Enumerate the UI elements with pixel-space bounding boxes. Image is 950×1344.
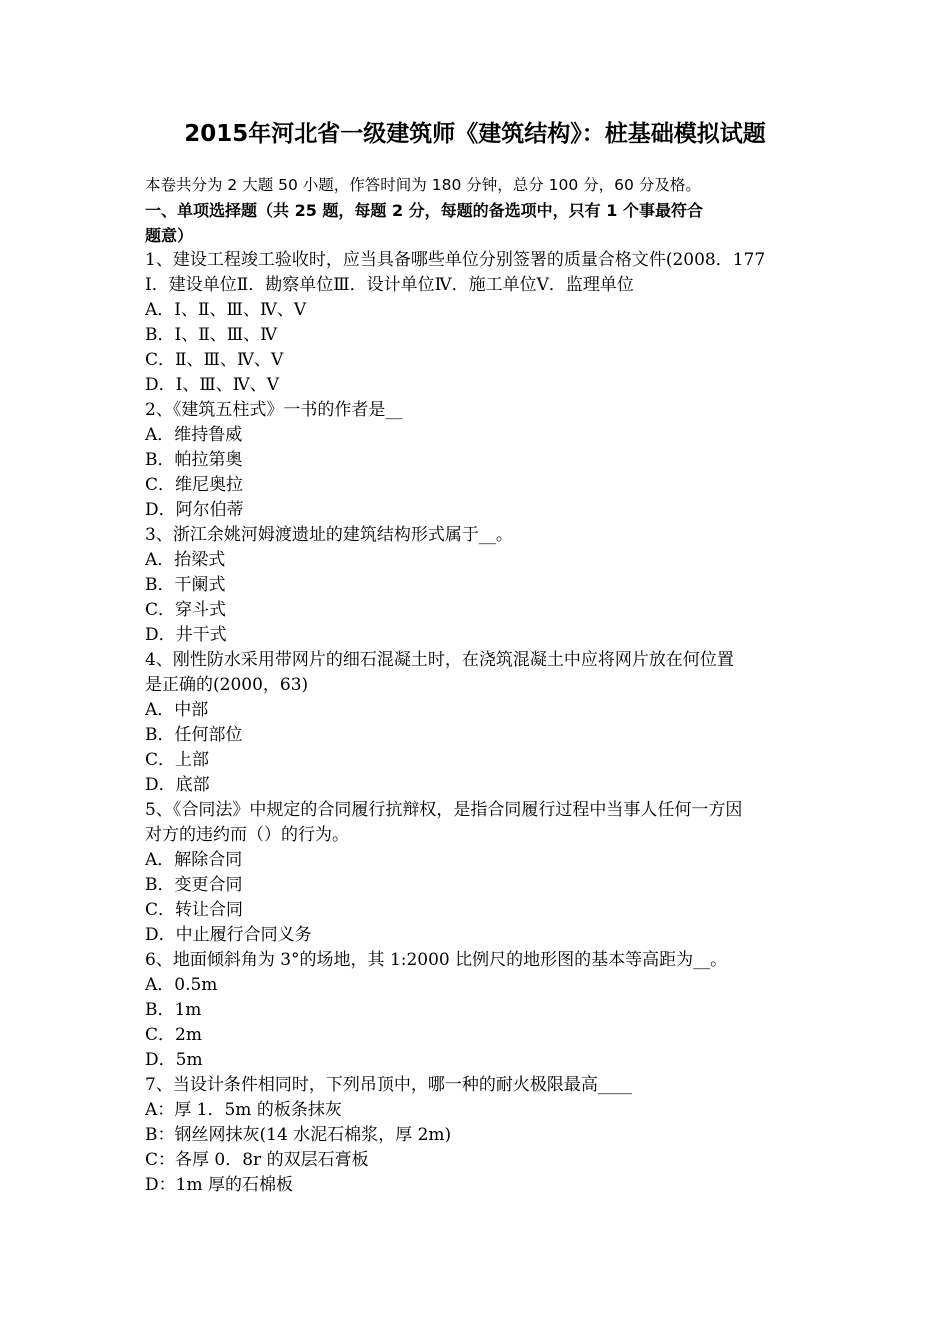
- option-line: C．转让合同: [145, 900, 244, 920]
- option-line: A：厚 1．5m 的板条抹灰: [145, 1100, 342, 1120]
- option-line: B．Ⅰ、Ⅱ、Ⅲ、Ⅳ: [145, 325, 278, 345]
- option-line: D．底部: [145, 775, 210, 795]
- option-line: A．解除合同: [145, 850, 243, 870]
- option-line: C．穿斗式: [145, 600, 227, 620]
- section-heading-line: 题意）: [145, 226, 194, 245]
- option-line: D．5m: [145, 1050, 203, 1070]
- option-line: A．0.5m: [145, 975, 218, 995]
- option-line: C．维尼奥拉: [145, 475, 244, 495]
- option-line: D：1m 厚的石棉板: [145, 1175, 293, 1195]
- option-line: C．Ⅱ、Ⅲ、Ⅳ、Ⅴ: [145, 350, 284, 370]
- option-line: D．Ⅰ、Ⅲ、Ⅳ、Ⅴ: [145, 375, 279, 395]
- question-line: 5、《合同法》中规定的合同履行抗辩权，是指合同履行过程中当事人任何一方因: [145, 800, 743, 820]
- question-line: 3、浙江余姚河姆渡遗址的建筑结构形式属于__。: [145, 525, 513, 545]
- option-line: B：钢丝网抹灰(14 水泥石棉浆，厚 2m): [145, 1125, 452, 1145]
- option-line: A．抬梁式: [145, 550, 226, 570]
- question-list: [145, 248, 815, 1198]
- option-line: A．中部: [145, 700, 209, 720]
- option-line: A．Ⅰ、Ⅱ、Ⅲ、Ⅳ、Ⅴ: [145, 300, 307, 320]
- option-line: Ⅰ．建设单位Ⅱ．勘察单位Ⅲ．设计单位Ⅳ．施工单位Ⅴ．监理单位: [145, 275, 634, 295]
- option-line: B．任何部位: [145, 725, 243, 745]
- option-line: C．2m: [145, 1025, 202, 1045]
- question-line: 6、地面倾斜角为 3°的场地，其 1:2000 比例尺的地形图的基本等高距为__。: [145, 950, 728, 970]
- document-title: 2015年河北省一级建筑师《建筑结构》：桩基础模拟试题: [184, 121, 766, 147]
- question-line: 2、《建筑五柱式》一书的作者是__: [145, 400, 403, 420]
- exam-intro: 本卷共分为 2 大题 50 小题，作答时间为 180 分钟，总分 100 分，60 分及格。: [145, 176, 701, 194]
- option-line: B．帕拉第奥: [145, 450, 243, 470]
- option-line: D．中止履行合同义务: [145, 925, 312, 945]
- option-line: B．干阑式: [145, 575, 226, 595]
- question-line: 1、建设工程竣工验收时，应当具备哪些单位分别签署的质量合格文件(2008．177: [145, 250, 766, 270]
- option-line: C：各厚 0．8r 的双层石膏板: [145, 1150, 369, 1170]
- option-line: B．1m: [145, 1000, 202, 1020]
- option-line: 是正确的(2000，63): [145, 675, 309, 695]
- question-line: 7、当设计条件相同时，下列吊顶中，哪一种的耐火极限最高____: [145, 1075, 632, 1095]
- option-line: D．阿尔伯蒂: [145, 500, 244, 520]
- option-line: A．维持鲁威: [145, 425, 243, 445]
- option-line: B．变更合同: [145, 875, 243, 895]
- question-line: 4、刚性防水采用带网片的细石混凝土时，在浇筑混凝土中应将网片放在何位置: [145, 650, 734, 670]
- document-body: [145, 173, 815, 1198]
- option-line: C．上部: [145, 750, 210, 770]
- option-line: 对方的违约而（）的行为。: [145, 825, 349, 845]
- option-line: D．井干式: [145, 625, 227, 645]
- section-heading-line: 一、单项选择题（共 25 题，每题 2 分，每题的备选项中，只有 1 个事最符合: [145, 201, 703, 220]
